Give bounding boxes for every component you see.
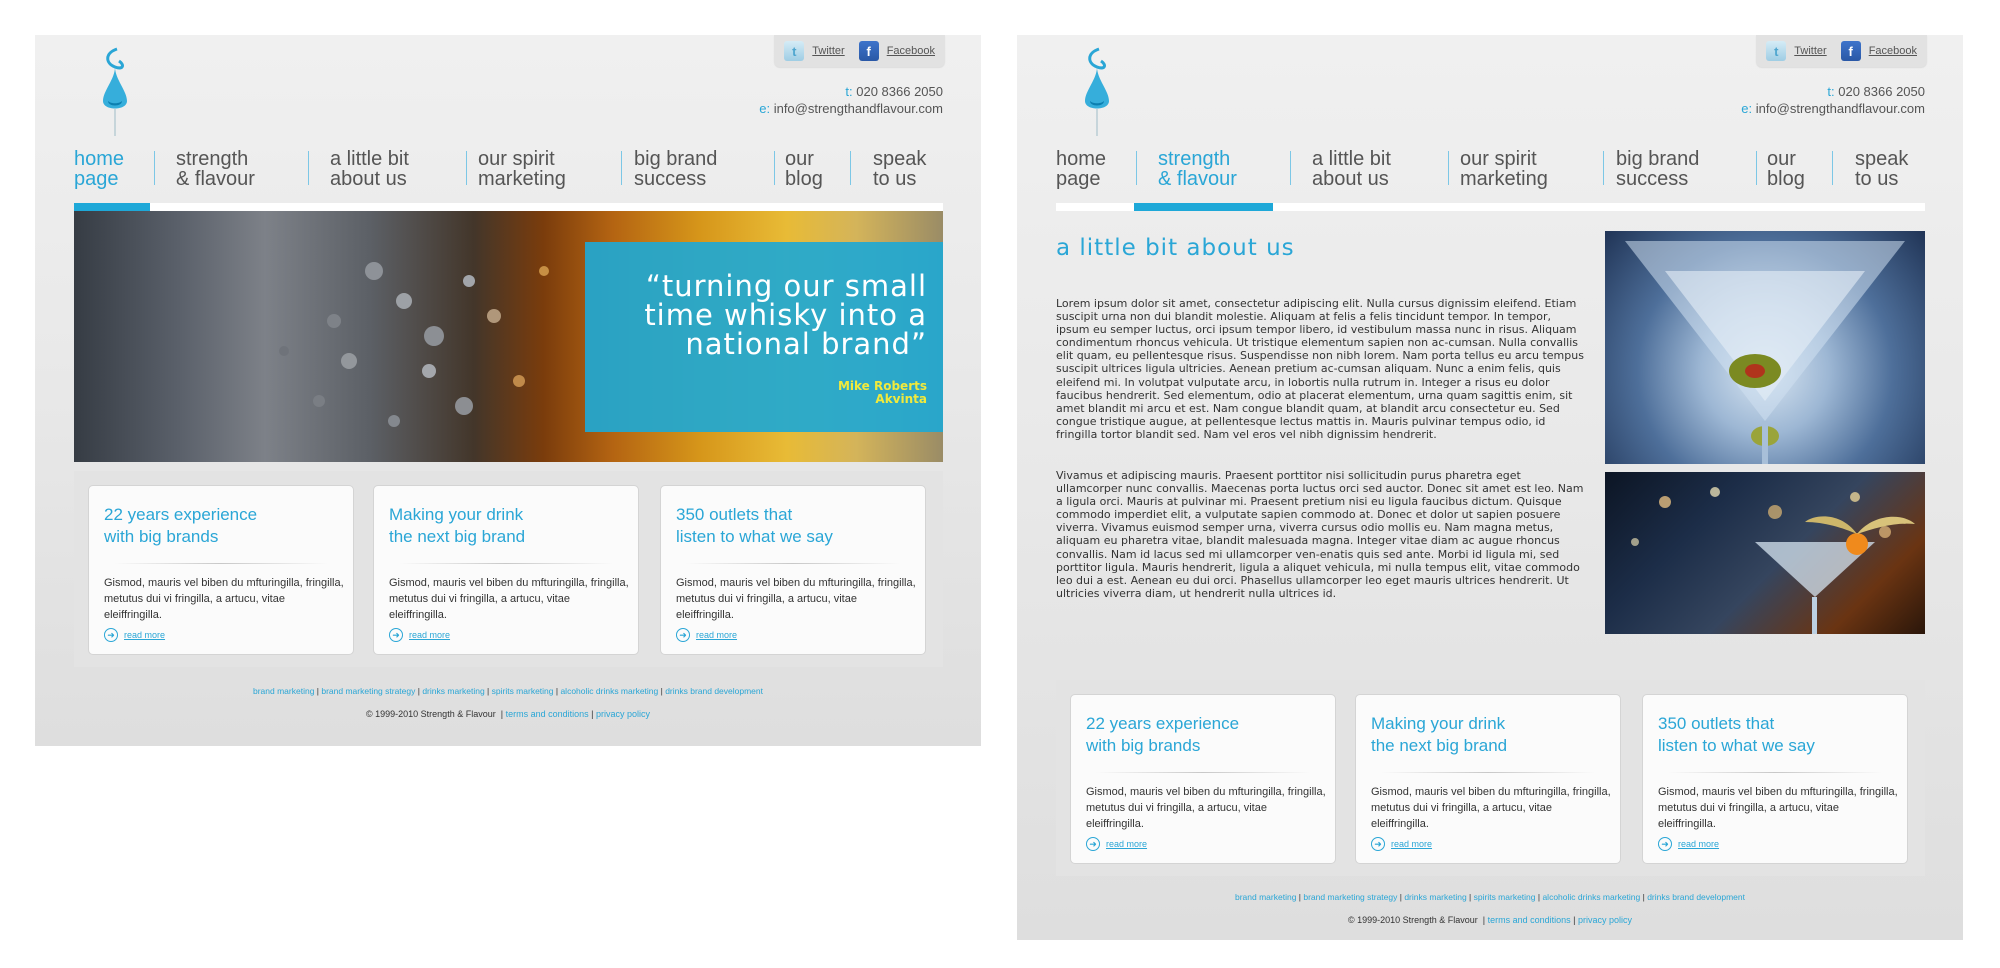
nav-divider — [1290, 151, 1291, 185]
feature-box-title — [1658, 713, 1898, 757]
feature-box-text: Gismod, mauris vel biben du mfturingilla, fringilla, metutus dui vi fringilla, a artucu, vitae eleiffringilla. — [1086, 786, 1326, 830]
footer-link[interactable]: brand marketing strategy — [321, 686, 416, 696]
nav-label-line2: page — [1056, 168, 1101, 190]
email-address[interactable]: info@strengthandflavour.com — [773, 101, 943, 116]
read-more-label: read more — [124, 630, 166, 640]
read-more-link[interactable] — [1371, 837, 1432, 851]
feature-box-text: Gismod, mauris vel biben du mfturingilla, fringilla, metutus dui vi fringilla, a artucu, vitae eleiffringilla. — [1658, 786, 1898, 830]
nav-about-us[interactable] — [1312, 149, 1391, 189]
read-more-arrow-icon: ➜ — [676, 628, 690, 642]
nav-label-line1: our spirit — [478, 148, 555, 170]
feature-box — [1642, 694, 1908, 864]
facebook-label: Facebook — [886, 45, 935, 57]
feature-title-line: with big brands — [1086, 736, 1201, 755]
nav-underline-bar — [74, 203, 943, 211]
email-line — [1741, 100, 1925, 117]
feature-divider — [1096, 772, 1310, 773]
feature-box — [88, 485, 354, 655]
read-more-arrow-icon: ➜ — [389, 628, 403, 642]
email-line — [759, 100, 943, 117]
twitter-icon: t — [1766, 41, 1786, 61]
copyright-line: © 1999-2010 Strength & Flavour | terms and conditions | privacy policy — [366, 709, 650, 719]
footer-link[interactable]: spirits marketing — [1473, 892, 1536, 902]
feature-title-line: 350 outlets that — [676, 505, 793, 524]
read-more-arrow-icon: ➜ — [1658, 837, 1672, 851]
author-company: Akvinta — [875, 392, 927, 406]
footer-link[interactable]: drinks marketing — [422, 686, 485, 696]
feature-divider — [399, 563, 613, 564]
nav-label-line2: to us — [873, 168, 917, 190]
read-more-arrow-icon: ➜ — [1086, 837, 1100, 851]
nav-divider — [1756, 151, 1757, 185]
footer-link[interactable]: spirits marketing — [491, 686, 554, 696]
read-more-arrow-icon: ➜ — [1371, 837, 1385, 851]
nav-divider — [774, 151, 775, 185]
feature-box — [373, 485, 639, 655]
feature-boxes — [1056, 680, 1925, 876]
twitter-label: Twitter — [812, 45, 845, 57]
feature-title-line: listen to what we say — [1658, 736, 1815, 755]
feature-divider — [686, 563, 900, 564]
twitter-link[interactable] — [784, 41, 844, 61]
privacy-link[interactable]: privacy policy — [595, 709, 650, 719]
nav-divider — [1136, 151, 1137, 185]
nav-blog[interactable] — [1767, 149, 1805, 189]
nav-label-line2: marketing — [478, 168, 566, 190]
feature-divider — [114, 563, 328, 564]
martini-olive-photo — [1605, 231, 1925, 464]
nav-label-line2: & flavour — [1158, 168, 1237, 190]
nav-strength-flavour[interactable] — [1158, 149, 1237, 189]
nav-label-line1: strength — [1158, 148, 1231, 170]
feature-title-line: the next big brand — [1371, 736, 1508, 755]
nav-label-line1: home — [74, 148, 125, 170]
twitter-label: Twitter — [1794, 45, 1827, 57]
read-more-label: read more — [409, 630, 451, 640]
nav-home[interactable] — [74, 149, 124, 189]
feature-title-line: 22 years experience — [1086, 714, 1240, 733]
nav-strength-flavour[interactable] — [176, 149, 255, 189]
nav-label-line2: about us — [1312, 168, 1389, 190]
hero-quote-box — [585, 242, 943, 432]
author-name: Mike Roberts — [837, 379, 927, 393]
home-page-mockup — [35, 35, 981, 746]
nav-active-indicator — [74, 203, 150, 211]
hero-quote-line: “turning our small — [645, 269, 927, 303]
read-more-link[interactable] — [1658, 837, 1719, 851]
nav-label-line1: big brand — [634, 148, 718, 170]
about-page-mockup — [1017, 35, 1963, 940]
footer-link[interactable]: alcoholic drinks marketing — [1542, 892, 1641, 902]
nav-spirit-marketing[interactable] — [1460, 149, 1548, 189]
feature-box — [1355, 694, 1621, 864]
facebook-link[interactable] — [859, 41, 935, 61]
nav-active-indicator — [1134, 203, 1273, 211]
nav-label-line2: about us — [330, 168, 407, 190]
nav-label-line1: our — [785, 148, 814, 170]
nav-label-line1: our spirit — [1460, 148, 1537, 170]
nav-label-line1: speak — [1855, 148, 1909, 170]
nav-label-line2: marketing — [1460, 168, 1548, 190]
footer-link[interactable]: drinks brand development — [1647, 892, 1745, 902]
social-bar — [1756, 35, 1927, 67]
feature-box-title — [104, 504, 344, 548]
bar-cocktail-photo — [1605, 472, 1925, 634]
read-more-label: read more — [1678, 839, 1720, 849]
nav-label-line1: a little bit — [330, 148, 409, 170]
feature-divider — [1668, 772, 1882, 773]
page-title: a little bit about us — [1056, 235, 1295, 261]
nav-about-us[interactable] — [330, 149, 409, 189]
nav-label-line2: success — [634, 168, 707, 190]
logo-drop-icon[interactable] — [95, 43, 135, 138]
hero-quote-author — [838, 380, 927, 406]
feature-box-title — [676, 504, 916, 548]
nav-speak-to-us[interactable] — [873, 149, 926, 189]
twitter-link[interactable] — [1766, 41, 1826, 61]
nav-label-line1: big brand — [1616, 148, 1700, 170]
nav-spirit-marketing[interactable] — [478, 149, 566, 189]
hero-bubbles-image — [74, 211, 594, 462]
email-key: e: — [1741, 101, 1753, 116]
read-more-label: read more — [696, 630, 738, 640]
logo-drop-icon[interactable] — [1077, 43, 1117, 138]
phone-number: 020 8366 2050 — [856, 84, 943, 99]
feature-title-line: 22 years experience — [104, 505, 258, 524]
nav-label-line1: a little bit — [1312, 148, 1391, 170]
copyright-line: © 1999-2010 Strength & Flavour | terms and conditions | privacy policy — [1348, 915, 1632, 925]
read-more-link[interactable] — [676, 628, 737, 642]
email-key: e: — [759, 101, 771, 116]
nav-speak-to-us[interactable] — [1855, 149, 1908, 189]
footer-link[interactable]: brand marketing — [1235, 892, 1297, 902]
facebook-icon: f — [1841, 41, 1861, 61]
facebook-label: Facebook — [1868, 45, 1917, 57]
hero-quote-line: time whisky into a — [644, 298, 927, 332]
nav-label-line2: blog — [785, 168, 823, 190]
cocktail-bar-image — [1605, 472, 1925, 634]
feature-divider — [1381, 772, 1595, 773]
nav-label-line1: speak — [873, 148, 927, 170]
feature-title-line: Making your drink — [389, 505, 524, 524]
nav-label-line2: blog — [1767, 168, 1805, 190]
about-paragraph: Vivamus et adipiscing mauris. Praesent porttitor nisi sollicitudin purus pharetra eget ullamcorper nunc convallis. Maecenas porta luctus orci sed auctor. Donec sit amet est leo. Nam a ligula orci. Mauris at pulvinar mi. Praesent pretium nisi eu ligula faucibus dictum. Quisque commodo imperdiet elit, a vulputate sapien commodo at. Donec et dolor ut sapien posuere viverra. Vivamus euismod semper urna, viverra cursus odio mollis eu. Nam magna metus, aliquam eu pharetra vitae, blandit malesuada magna. Integer vitae diam ac augue rhoncus convallis. Nam id lacus sed mi ullamcorper ven-enatis quis sed ante. Morbi id ligula mi, sed porttitor ligula. Mauris hendrerit, ligula a aliquet vehicula, mi nulla tempus elit, vitae commodo leo dui a est. Aenean eu dui orci. Phasellus ullamcorper leo eget mauris ultrices hendrerit. Ut ultricies viverra diam, ut hendrerit nulla ultrices id. — [1056, 469, 1584, 600]
footer-links: brand marketing | brand marketing strategy | drinks marketing | spirits marketing | alcoholic drinks marketing | drinks brand development — [253, 686, 763, 696]
nav-label-line2: to us — [1855, 168, 1899, 190]
footer-link[interactable]: drinks marketing — [1404, 892, 1467, 902]
main-nav — [1056, 149, 1925, 211]
facebook-link[interactable] — [1841, 41, 1917, 61]
feature-box-title — [1086, 713, 1326, 757]
social-bar — [774, 35, 945, 67]
read-more-label: read more — [1391, 839, 1433, 849]
facebook-icon: f — [859, 41, 879, 61]
nav-label-line1: our — [1767, 148, 1796, 170]
nav-home[interactable] — [1056, 149, 1106, 189]
nav-blog[interactable] — [785, 149, 823, 189]
nav-divider — [1832, 151, 1833, 185]
nav-divider — [466, 151, 467, 185]
feature-title-line: with big brands — [104, 527, 219, 546]
footer-links: brand marketing | brand marketing strategy | drinks marketing | spirits marketing | alcoholic drinks marketing | drinks brand development — [1235, 892, 1745, 902]
terms-link[interactable]: terms and conditions — [1487, 915, 1571, 925]
nav-divider — [1603, 151, 1604, 185]
feature-box-text: Gismod, mauris vel biben du mfturingilla, fringilla, metutus dui vi fringilla, a artucu, vitae eleiffringilla. — [676, 577, 916, 621]
phone-key: t: — [1827, 84, 1835, 99]
nav-divider — [1448, 151, 1449, 185]
copyright-text: © 1999-2010 Strength & Flavour — [1348, 915, 1478, 925]
nav-divider — [621, 151, 622, 185]
feature-box-text: Gismod, mauris vel biben du mfturingilla, fringilla, metutus dui vi fringilla, a artucu, vitae eleiffringilla. — [389, 577, 629, 621]
read-more-arrow-icon: ➜ — [104, 628, 118, 642]
feature-box-text: Gismod, mauris vel biben du mfturingilla, fringilla, metutus dui vi fringilla, a artucu, vitae eleiffringilla. — [104, 577, 344, 621]
phone-line — [759, 83, 943, 100]
nav-label-line1: home — [1056, 148, 1107, 170]
feature-title-line: Making your drink — [1371, 714, 1506, 733]
read-more-link[interactable] — [1086, 837, 1147, 851]
email-address[interactable]: info@strengthandflavour.com — [1755, 101, 1925, 116]
phone-key: t: — [845, 84, 853, 99]
terms-link[interactable]: terms and conditions — [505, 709, 589, 719]
nav-big-brand-success[interactable] — [634, 149, 717, 189]
footer-link[interactable]: drinks brand development — [665, 686, 763, 696]
feature-title-line: the next big brand — [389, 527, 526, 546]
contact-info — [1741, 83, 1925, 117]
footer-link[interactable]: brand marketing — [253, 686, 315, 696]
feature-box-title — [1371, 713, 1611, 757]
martini-glass-image — [1605, 231, 1925, 464]
nav-label-line2: & flavour — [176, 168, 255, 190]
footer-link[interactable]: brand marketing strategy — [1303, 892, 1398, 902]
feature-title-line: listen to what we say — [676, 527, 833, 546]
nav-divider — [154, 151, 155, 185]
read-more-label: read more — [1106, 839, 1148, 849]
feature-box-title — [389, 504, 629, 548]
copyright-text: © 1999-2010 Strength & Flavour — [366, 709, 496, 719]
nav-label-line2: page — [74, 168, 119, 190]
phone-line — [1741, 83, 1925, 100]
feature-box — [660, 485, 926, 655]
nav-divider — [850, 151, 851, 185]
feature-title-line: 350 outlets that — [1658, 714, 1775, 733]
nav-label-line1: strength — [176, 148, 249, 170]
main-nav — [74, 149, 943, 211]
feature-boxes — [74, 471, 943, 667]
about-paragraph: Lorem ipsum dolor sit amet, consectetur adipiscing elit. Nulla cursus dignissim eleifend. Etiam suscipit urna non dui blandit molestie. Aliquam at felis a felis tincidunt tempor. In tempor, ipsum eu semper luctus, orci ipsum tempor libero, id vestibulum massa nunc in risus. Aliquam condimentum rhoncus vehicula. Ut tristique elementum sapien non ac-cumsan. Nulla convallis elit quam, eu pellentesque risus. Suspendisse non nibh lorem. Nam porta tellus eu arcu tempus suscipit ultrices ligula ultricies. Aenean pretium ac-cumsan aliquam. Nunc a enim felis, quis eleifend mi. In volutpat vulputate arcu, in lobortis nulla rutrum in. Integer a risus eu dolor faucibus hendrerit. Sed elementum, odio at placerat elementum, urna quam sagittis enim, sit amet blandit mi arcu et est. Nam congue blandit quam, at blandit arcu consectetur eu. Sed congue tristique augue, at pellentesque lectus mattis in. Mauris pulvinar tempus odio, id fringilla tortor blandit sed. Nam vel eros vel nibh dignissim hendrerit. — [1056, 297, 1584, 441]
hero-banner — [74, 211, 943, 462]
feature-box-text: Gismod, mauris vel biben du mfturingilla, fringilla, metutus dui vi fringilla, a artucu, vitae eleiffringilla. — [1371, 786, 1611, 830]
read-more-link[interactable] — [104, 628, 165, 642]
footer-link[interactable]: alcoholic drinks marketing — [560, 686, 659, 696]
twitter-icon: t — [784, 41, 804, 61]
privacy-link[interactable]: privacy policy — [1577, 915, 1632, 925]
nav-label-line2: success — [1616, 168, 1689, 190]
hero-quote-line: national brand” — [685, 327, 927, 361]
contact-info — [759, 83, 943, 117]
nav-big-brand-success[interactable] — [1616, 149, 1699, 189]
hero-quote — [597, 269, 927, 361]
feature-box — [1070, 694, 1336, 864]
read-more-link[interactable] — [389, 628, 450, 642]
phone-number: 020 8366 2050 — [1838, 84, 1925, 99]
nav-divider — [308, 151, 309, 185]
